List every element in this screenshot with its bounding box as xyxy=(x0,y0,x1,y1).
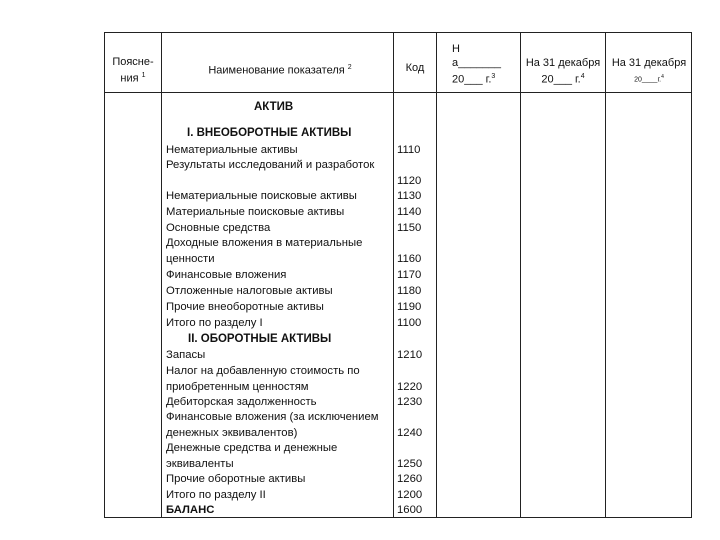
header-date1-line3: 20___ г. xyxy=(452,73,492,86)
row-code: 1230 xyxy=(397,396,423,408)
header-divider xyxy=(104,92,692,93)
row-name: Денежные средства и денежные эквиваленты xyxy=(166,442,338,470)
row-name: Финансовые вложения xyxy=(166,269,287,281)
header-date3 xyxy=(606,56,692,87)
header-notes-sup: 1 xyxy=(141,72,146,79)
row-code: 1200 xyxy=(397,489,423,501)
header-date1-line3-wrap xyxy=(440,70,522,87)
row-code: 1160 xyxy=(397,253,422,265)
row-name: Запасы xyxy=(166,349,206,361)
row-name: БАЛАНС xyxy=(166,504,215,516)
column-divider xyxy=(520,32,521,518)
row-name: Дебиторская задолженность xyxy=(166,396,317,408)
column-divider xyxy=(436,32,437,518)
header-date2-line2-wrap xyxy=(520,70,606,87)
header-date3-line2-wrap xyxy=(606,70,692,87)
row-code: 1120 xyxy=(397,175,422,187)
row-name: Нематериальные активы xyxy=(166,144,298,156)
header-name xyxy=(170,61,390,78)
section-2-title: II. ОБОРОТНЫЕ АКТИВЫ xyxy=(188,333,332,345)
row-code: 1600 xyxy=(397,504,423,516)
header-date3-line2: 20____г. xyxy=(634,76,662,84)
header-date3-line1: На 31 декабря xyxy=(611,57,687,69)
column-divider xyxy=(605,32,606,518)
row-code: 1100 xyxy=(397,317,422,329)
header-name-sup: 2 xyxy=(347,64,352,71)
row-code: 1150 xyxy=(397,222,422,234)
row-code: 1110 xyxy=(397,144,421,156)
section-1-title: I. ВНЕОБОРОТНЫЕ АКТИВЫ xyxy=(187,127,352,139)
header-date2-line1: На 31 декабря xyxy=(525,57,601,69)
column-divider xyxy=(393,32,394,518)
row-code: 1140 xyxy=(397,206,422,218)
header-notes-line2: ния xyxy=(120,72,139,85)
row-code: 1250 xyxy=(397,458,423,470)
row-code: 1190 xyxy=(397,301,422,313)
column-divider xyxy=(161,32,162,518)
row-code: 1170 xyxy=(397,269,422,281)
row-code: 1180 xyxy=(397,285,422,297)
header-date3-sup: 4 xyxy=(661,74,664,80)
row-code: 1260 xyxy=(397,473,423,485)
row-name: Отложенные налоговые активы xyxy=(166,285,333,297)
row-name: Основные средства xyxy=(166,222,271,234)
row-code: 1210 xyxy=(397,349,423,361)
header-date2-line2: 20___ г. xyxy=(541,73,581,86)
row-code: 1240 xyxy=(397,427,423,439)
section-aktiv-title: АКТИВ xyxy=(254,101,294,113)
row-name: Прочие внеоборотные активы xyxy=(166,301,324,313)
row-code: 1220 xyxy=(397,381,423,393)
header-date1-line1: Н xyxy=(452,43,460,55)
row-name: Материальные поисковые активы xyxy=(166,206,345,218)
header-date1 xyxy=(440,42,522,87)
row-name: Результаты исследований и разработок xyxy=(166,159,375,171)
row-name: Итого по разделу I xyxy=(166,317,263,329)
header-date2-sup: 4 xyxy=(580,73,585,80)
row-name: Прочие оборотные активы xyxy=(166,473,306,485)
header-date1-line2: а_______ xyxy=(452,57,501,69)
row-name: Нематериальные поисковые активы xyxy=(166,190,357,202)
row-name: Итого по разделу II xyxy=(166,489,266,501)
header-code xyxy=(395,61,435,75)
row-name: Налог на добавленную стоимость по приобретенным ценностям xyxy=(166,365,360,393)
row-name: Финансовые вложения (за исключением денежных эквивалентов) xyxy=(166,411,379,439)
header-notes xyxy=(106,55,160,86)
header-notes-line1: Поясне- xyxy=(112,56,154,68)
header-date2 xyxy=(520,56,606,87)
row-code: 1130 xyxy=(397,190,422,202)
header-name-label: Наименование показателя xyxy=(208,64,345,77)
header-date1-sup: 3 xyxy=(491,73,496,80)
row-name: Доходные вложения в материальные ценности xyxy=(166,237,363,265)
header-code-label: Код xyxy=(405,62,425,74)
